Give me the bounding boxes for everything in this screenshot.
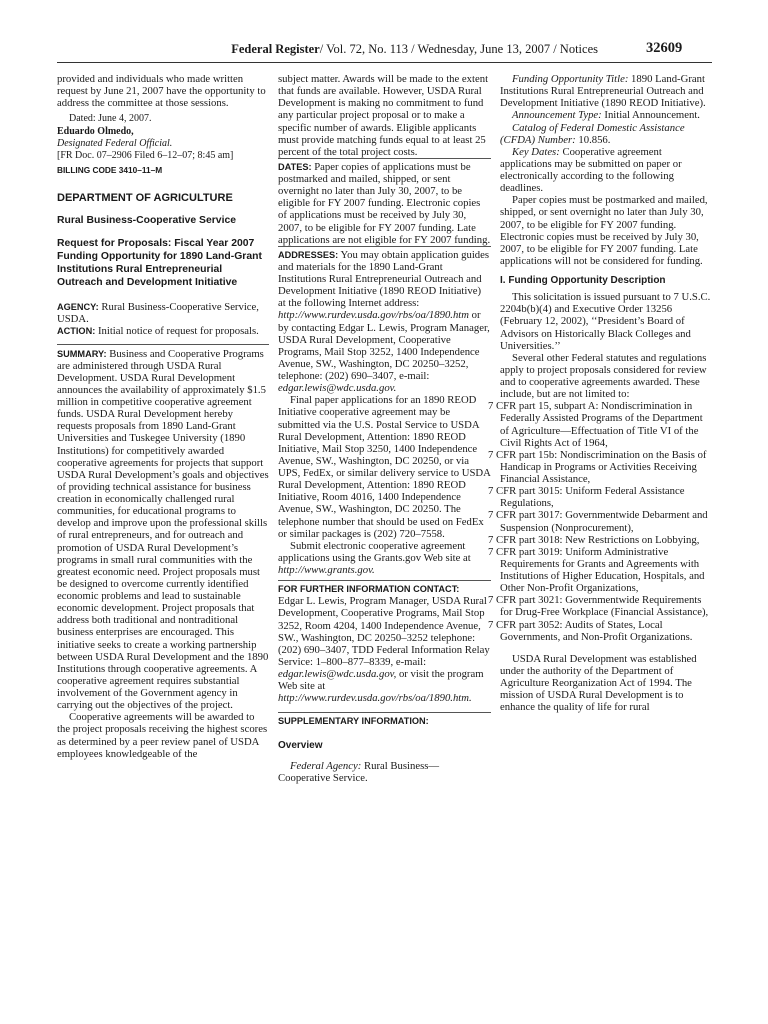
department-heading: DEPARTMENT OF AGRICULTURE [57,192,233,204]
mission-paragraph: USDA Rural Development was established under the authority of the Department of Agriculture Reorganization Act of 1994. The mission of USDA Rural Development is to enhance the quality of life for rural [500,652,697,714]
statutes-paragraph: Several other Federal statutes and regulations apply to project proposals considered for review and to cooperative agreements awarded. These include, but are not limited to: [500,351,707,401]
announcement-paragraph [500,109,713,121]
dates-text: Paper copies of applications must be postmarked and mailed, shipped, or sent overnight no later than July 30, 2007, to be eligible for FY 2007 funding. Electronic copies of applications must be received by July 30, 2007, to be eligible for FY 2007 funding. Late applications are not eligible for FY 2007 funding. [278,160,491,246]
addresses-text: You may obtain application guides and materials for the 1890 Land-Grant Institutions Rural Entrepreneurial Outreach and Development Initiative (1890 REOD Initiative) at the following Internet address: [278,248,490,310]
cfda-text: 10.856. [578,133,611,146]
cfr-item: 7 CFR part 15, subpart A: Nondiscrimination in Federally Assisted Programs of the Department of Agriculture—Effectuation of Title VI of the Civil Rights Act of 1964, [488,400,703,449]
federal-agency-paragraph [278,760,491,784]
key-dates-label: Key Dates: [512,145,560,158]
coop-paragraph: Cooperative agreements will be awarded to the project proposals receiving the highest scores as determined by a peer review panel of USDA employees knowledgeable of the [57,711,268,760]
action-paragraph [57,325,269,337]
cfr-item: 7 CFR part 3019: Uniform Administrative Requirements for Grants and Agreements with Institutions of Higher Education, Hospitals, and Other Non-Profit Organizations, [488,545,705,595]
paper-copies-paragraph: Paper copies must be postmarked and mailed, shipped, or sent overnight no later than July 30, 2007, to be eligible for FY 2007 funding. Electronic copies must be received by July 30, 2007, to be eligible for FY 2007 funding. Late applications will not be considered for funding. [500,194,708,267]
service-heading: Rural Business-Cooperative Service [57,215,237,226]
contact-text: Edgar L. Lewis, Program Manager, USDA Rural Development, Cooperative Programs, Mail Stop 3252, Room 4204, 1400 Independence Avenue, SW., Washington, DC 20250–3252 telephone: (202) 690–3407, TDD Federal Information Relay Service: 1–800–877–8339, e-mail: [278,595,490,668]
grants-link[interactable]: http://www.grants.gov. [278,564,375,576]
signer-title [57,138,269,150]
dated-line: Dated: June 4, 2007. [69,113,152,125]
contact-paragraph [278,580,491,704]
summary-text: Business and Cooperative Programs are administered through USDA Rural Development. USDA Rural Development announces the availability of approximately $1.5 million in competitive cooperative agreement funds. USDA Rural Development hereby requests proposals from 1890 Land-Grant Universities and Tuskegee University (1890 Institutions) for competitively awarded cooperative agreements for projects that support USDA Rural Development’s goals and objectives of providing technical assistance for business creation in economically challenged rural communities, for educational programs to develop and improve upon the professional skills of rural entrepreneurs, and for outreach and promotion of USDA Rural Development’s programs in small rural communities with the greatest economic need. Project proposals must be designed to overcome currently identified economic problems and lead to sustainable economic development. Project proposals that address both traditional and nontraditional business enterprises are encouraged. This initiative seeks to create a working partnership between USDA Rural Development and the 1890 Institutions through cooperative agreements. A cooperative agreement requires substantial involvement of the Government agency in carrying out the objectives of the project. [57,347,269,712]
cfr-item: 7 CFR part 3052: Audits of States, Local Governments, and Non-Profit Organizations. [488,618,693,643]
key-dates-paragraph [500,146,713,195]
funding-title-label: Funding Opportunity Title: [512,73,629,85]
cfr-item: 7 CFR part 3017: Governmentwide Debarment and Suspension (Nonprocurement), [488,509,708,534]
summary-label: SUMMARY: [57,348,107,359]
dates-label: DATES: [278,161,312,172]
federal-agency-text: Rural Business—Cooperative Service. [278,759,440,784]
announcement-label: Announcement Type: [512,109,602,122]
addresses-text-2: or by contacting Edgar L. Lewis, Program Manager, USDA Rural Development, Cooperative Programs, Mail Stop 3252, 1400 Independence Avenue, SW., Washington, DC 20250–3252, telephone: (202) 690–3407, e-mail: [278,309,490,382]
signer-title-text: Designated Federal Official. [57,137,173,149]
contact-email-link[interactable]: edgar.lewis@wdc.usda.gov, [278,668,397,680]
agency-label: AGENCY: [57,302,99,313]
intro-paragraph: provided and individuals who made written request by June 21, 2007 have the opportunity to address the committee at those sessions. [57,73,266,110]
submit-paragraph [278,540,491,576]
billing-code: BILLING CODE 3410–11–M [57,164,163,175]
header-rule [57,62,712,63]
funding-title-paragraph [500,73,713,109]
action-label: ACTION: [57,326,96,337]
column-3 [488,73,713,714]
column-2 [278,73,491,784]
document-title: Request for Proposals: Fiscal Year 2007 Funding Opportunity for 1890 Land-Grant Institutions Rural Entrepreneurial Outreach and Development Initiative [57,238,262,289]
fr-doc-line: [FR Doc. 07–2906 Filed 6–12–07; 8:45 am] [57,149,234,161]
page-number: 32609 [646,40,683,56]
supplementary-label: SUPPLEMENTARY INFORMATION: [278,712,491,727]
cfda-label: Catalog of Federal Domestic Assistance (CFDA) Number: [500,121,685,146]
page-header [0,38,768,62]
header-citation [0,42,598,57]
cfr-item: 7 CFR part 3018: New Restrictions on Lobbying, [488,533,700,546]
signer: Eduardo Olmedo, [57,125,134,137]
award-paragraph: subject matter. Awards will be made to the extent that funds are available. However, USDA Rural Development is making no commitment to fund any particular project proposal or to make a specific number of awards. Eligible applicants must provide matching funds equal to at least 25 percent of the total project costs. [278,73,489,158]
final-paper-paragraph: Final paper applications for an 1890 REOD Initiative cooperative agreement may be submitted via the U.S. Postal Service to USDA Rural Development, Attention: 1890 REOD Initiative, Mail Stop 3250, 1400 Independence Avenue, SW., Washington, DC 20250, or via UPS, FedEx, or similar delivery service to USDA Rural Development, Attention: 1890 REOD Initiative, Room 4016, 1400 Independence Avenue, SW., Washington, DC 20250. The telephone number that should be used on FedEx or similar packages is (202) 720–7558. [278,394,491,540]
section-heading: I. Funding Opportunity Description [500,275,666,286]
announcement-text: Initial Announcement. [604,109,700,122]
journal-name: Federal Register [231,42,320,56]
funding-title-text: 1890 Land-Grant Institutions Rural Entrepreneurial Outreach and Development Initiative (1890 REOD Initiative). [500,73,706,110]
submit-text: Submit electronic cooperative agreement applications using the Grants.gov Web site at [278,539,471,564]
cfr-item: 7 CFR part 3021: Governmentwide Requirements for Drug-Free Workplace (Financial Assistance), [488,594,709,619]
email-link[interactable]: edgar.lewis@wdc.usda.gov. [278,382,397,395]
rurdev-link[interactable]: http://www.rurdev.usda.gov/rbs/oa/1890.htm [278,309,469,322]
addresses-paragraph [278,246,491,395]
addresses-label: ADDRESSES: [278,249,339,260]
solicitation-paragraph: This solicitation is issued pursuant to 7 U.S.C. 2204b(b)(4) and Executive Order 13256 (February 12, 2002), ‘‘President’s Board of Advisors on Historically Black Colleges and Universities.’’ [500,291,711,352]
summary-paragraph [57,344,269,712]
key-dates-text: Cooperative agreement applications may be submitted on paper or electronically according to the following deadlines. [500,145,682,195]
dates-paragraph [278,158,491,246]
overview-heading: Overview [278,739,323,751]
cfr-item: 7 CFR part 3015: Uniform Federal Assistance Regulations, [488,485,685,510]
agency-text: Rural Business-Cooperative Service, USDA. [57,301,259,326]
program-site-link[interactable]: http://www.rurdev.usda.gov/rbs/oa/1890.htm. [278,692,472,705]
contact-text-2: or visit the program Web site at [278,668,484,693]
signer-name [57,126,269,138]
action-text: Initial notice of request for proposals. [97,325,259,338]
cfda-paragraph [500,122,713,146]
column-1 [57,73,269,760]
agency-paragraph [57,301,269,325]
cfr-item: 7 CFR part 15b: Nondiscrimination on the Basis of Handicap in Programs or Activities Receiving Financial Assistance, [488,448,707,486]
federal-agency-label: Federal Agency: [290,759,362,772]
contact-label: FOR FURTHER INFORMATION CONTACT: [278,584,460,595]
issue-info: / Vol. 72, No. 113 / Wednesday, June 13, 2007 / Notices [319,42,598,56]
